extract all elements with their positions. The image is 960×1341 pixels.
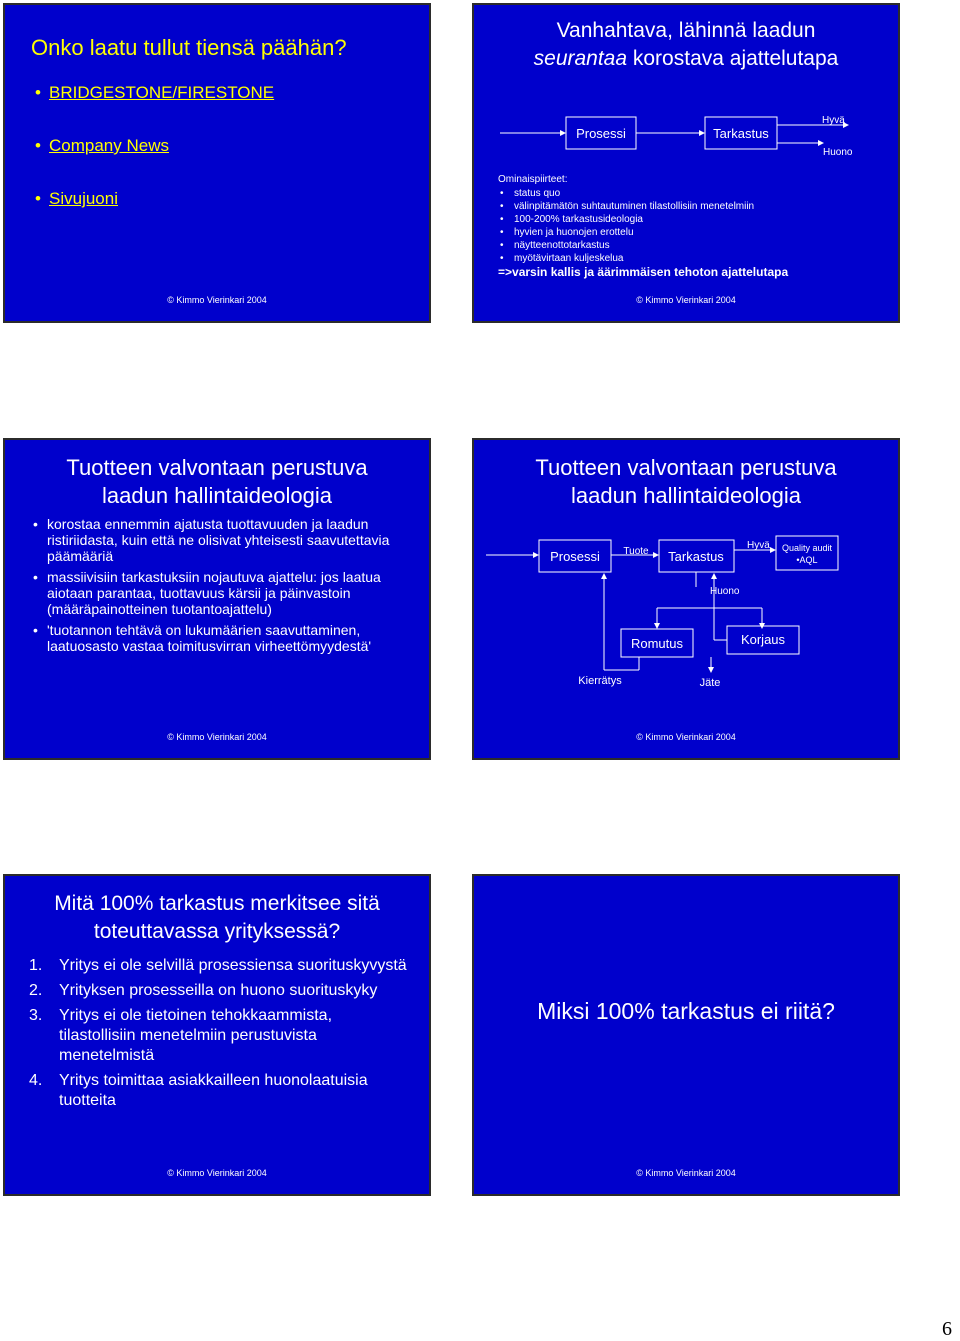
slide2-title-emphasis: seurantaa [533,47,628,70]
sivujuoni-link[interactable]: Sivujuoni [49,189,118,208]
slide4-title-line1: Tuotteen valvontaan perustuva [535,455,837,480]
numbered-item [29,956,409,976]
link-item [33,189,274,209]
conclusion-text: =>varsin kallis ja äärimmäisen tehoton ajattelutapa [498,265,789,279]
slide2-title-line1: Vanhahtava, lähinnä laadun [556,19,816,42]
item-number: 2. [29,982,43,999]
repair-label: Korjaus [740,632,786,647]
slide5-title [15,890,419,946]
slide5-title-line1: Mitä 100% tarkastus merkitsee sitä [54,892,380,915]
item-text: Yritys ei ole tietoinen tehokkaammista, tilastollisiin menetelmiin perustuvista menetelmistä [59,1007,333,1064]
item-text: Yritys toimittaa asiakkailleen huonolaatuisia tuotteita [59,1072,368,1109]
product-label: Tuote [623,546,649,557]
recycle-label: Kierrätys [578,675,622,687]
item-number: 4. [29,1072,43,1089]
copyright: © Kimmo Vierinkari 2004 [167,732,267,742]
bridgestone-link[interactable]: BRIDGESTONE/FIRESTONE [49,83,275,102]
item-number: 3. [29,1007,43,1024]
feature-item: • hyvien ja huonojen erottelu [498,226,754,239]
good-label: Hyvä [747,540,770,551]
bullet-item: • korostaa ennemmin ajatusta tuottavuuden ja laadun ristiriidasta, kuin että ne olisivat yhteisesti saavutettavia päämääriä [31,516,421,564]
item-number: 1. [29,957,43,974]
features-list [498,187,754,265]
slide3-title-line2: laadun hallintaideologia [102,483,332,508]
company-news-link[interactable]: Company News [49,136,169,155]
bullet-item: • massiivisiin tarkastuksiin nojautuva ajattelu: jos laatua aiotaan parantaa, tuottavuus kärsii ja päinvastoin (määräpainotteinen tuotantoajattelu) [31,569,421,617]
slide1-link-list [33,83,274,209]
feature-item: • välinpitämätön suhtautuminen tilastollisiin menetelmiin [498,200,754,213]
scrap-label: Romutus [630,636,684,651]
slide2-flow-diagram [498,105,898,165]
slide4-title [484,454,888,510]
bullet-item: • 'tuotannon tehtävä on lukumäärien saavuttaminen, laatuosasto vastaa toimitusvirran virheettömyydestä' [31,622,421,654]
slide6-title: Miksi 100% tarkastus ei riitä? [537,998,835,1024]
features-heading: Ominaispiirteet: [498,174,568,185]
slide-product-control-text [3,438,431,760]
slide2-title-rest: korostava ajattelutapa [627,47,839,70]
slide4-flow-diagram [474,522,898,692]
slide2-title-line2 [474,45,898,73]
slide-inspection-meaning [3,874,431,1196]
slide-quality-end [3,3,431,323]
process-label: Prosessi [550,549,600,564]
feature-item: • myötävirtaan kuljeskelua [498,252,754,265]
slide3-bullet-list [31,516,421,654]
page-number: 6 [942,1318,952,1340]
link-item [33,83,274,103]
copyright: © Kimmo Vierinkari 2004 [636,295,736,305]
slide3-title-line1: Tuotteen valvontaan perustuva [66,455,368,480]
numbered-item [29,1071,409,1111]
copyright: © Kimmo Vierinkari 2004 [167,295,267,305]
slide3-title [15,454,419,510]
waste-label: Jäte [699,677,721,689]
inspection-label: Tarkastus [713,126,769,141]
slide-why-not-enough [472,874,900,1196]
aql-label: •AQL [796,555,818,565]
slide5-title-line2: toteuttavassa yrityksessä? [93,920,341,943]
good-label: Hyvä [822,115,845,126]
feature-item: • näytteenottotarkastus [498,239,754,252]
slide5-numbered-list [29,956,409,1111]
slide1-title: Onko laatu tullut tiensä päähän? [31,35,347,60]
bad-label: Huono [710,586,740,597]
feature-item: • 100-200% tarkastusideologia [498,213,754,226]
item-text: Yrityksen prosesseilla on huono suorituskyky [59,982,378,999]
copyright: © Kimmo Vierinkari 2004 [636,732,736,742]
copyright: © Kimmo Vierinkari 2004 [636,1168,736,1178]
slide-old-approach [472,3,900,323]
inspection-label: Tarkastus [668,549,724,564]
bad-label: Huono [823,147,853,158]
slide-product-control-diagram [472,438,900,760]
numbered-item [29,1006,409,1066]
slide2-title [474,17,898,73]
copyright: © Kimmo Vierinkari 2004 [167,1168,267,1178]
link-item [33,136,274,156]
item-text: Yritys ei ole selvillä prosessiensa suorituskyvystä [59,957,407,974]
process-label: Prosessi [576,126,626,141]
slide4-title-line2: laadun hallintaideologia [571,483,801,508]
feature-item: • status quo [498,187,754,200]
numbered-item [29,981,409,1001]
audit-label: Quality audit [781,543,833,553]
